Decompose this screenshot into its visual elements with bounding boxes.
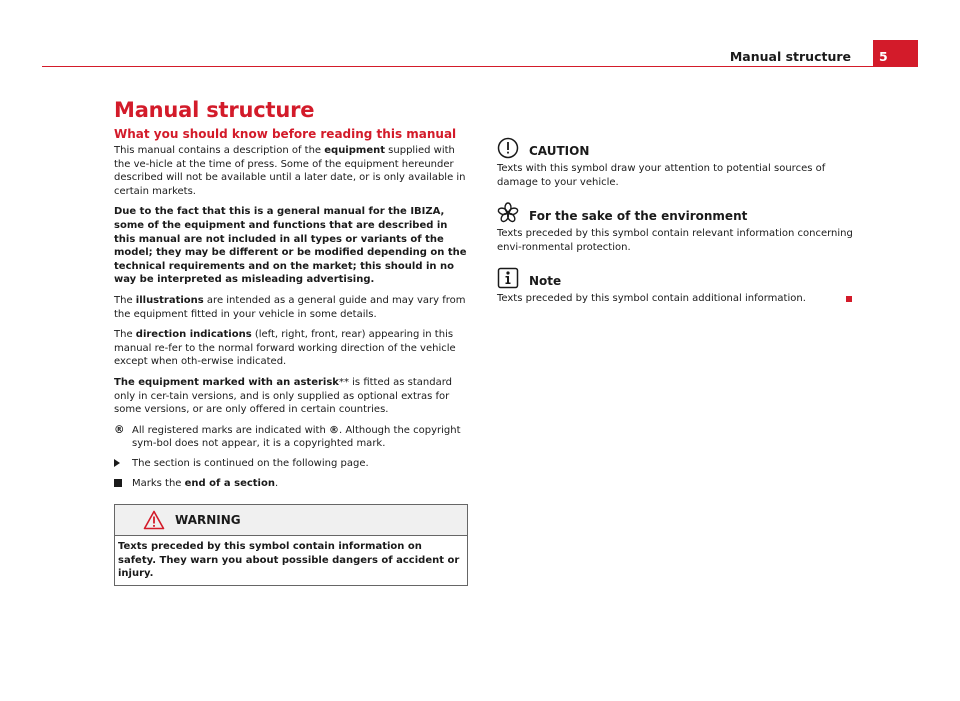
paragraph-equipment: This manual contains a description of the equipment supplied with the ve-hicle at the time of press. Some of the equipment hereunder described will not be available until a later date, or is only available in certain markets. [114, 145, 466, 197]
header-title: Manual structure [729, 49, 851, 64]
header-rule [42, 66, 918, 67]
page-number: 5 [873, 40, 918, 67]
note-block [497, 267, 862, 306]
section-subtitle: What you should know before reading this manual [114, 127, 457, 141]
warning-title: WARNING [175, 513, 241, 528]
paragraph-asterisk: The equipment marked with an asterisk** is fitted as standard only in cer-tain versions, and is only supplied as optional extras for some versions, or are only offered in certain countries. [114, 376, 453, 416]
registered-icon: ® [114, 423, 125, 436]
list-item-end-section [114, 477, 468, 492]
paragraph-general-manual: Due to the fact that this is a general manual for the IBIZA, some of the equipment and functions that are described in this manual are not included in all types or variants of the model; they may be different or be modified depending on the technical requirements and on the market; this should in no way be interpreted as misleading advertising. [114, 206, 467, 286]
environment-title: For the sake of the environment [529, 209, 748, 224]
right-column [497, 137, 862, 319]
environment-block [497, 202, 862, 254]
caution-title: CAUTION [529, 144, 590, 158]
end-section-square-icon [114, 479, 122, 487]
warning-box [114, 504, 468, 586]
list-item-registered [114, 424, 468, 451]
paragraph-illustrations: The illustrations are intended as a general guide and may vary from the equipment fitted in your vehicle in some details. [114, 294, 466, 320]
end-section-red-square-icon [846, 296, 852, 302]
warning-text: Texts preceded by this symbol contain information on safety. They warn you about possible dangers of accident or injury. [118, 541, 460, 580]
list-item-text: All registered marks are indicated with ®. Although the copyright sym-bol does not appear, it is a copyrighted mark. [132, 424, 461, 450]
environment-text: Texts preceded by this symbol contain relevant information concerning envi-ronmental protection. [497, 228, 853, 253]
left-column [114, 98, 468, 586]
caution-block [497, 137, 862, 189]
note-text: Texts preceded by this symbol contain additional information. [497, 293, 806, 305]
warning-triangle-icon [143, 510, 165, 530]
caution-text: Texts with this symbol draw your attention to potential sources of damage to your vehicle. [497, 163, 826, 188]
warning-header [115, 505, 467, 536]
list-item-text: Marks the end of a section. [132, 478, 279, 490]
note-title: Note [529, 274, 562, 289]
page-title: Manual structure [114, 98, 315, 122]
environment-flower-icon [497, 202, 519, 224]
list-item-text: The section is continued on the following page. [132, 457, 369, 469]
list-item-continued [114, 457, 468, 472]
note-info-icon [497, 267, 519, 289]
paragraph-direction: The direction indications (left, right, front, rear) appearing in this manual re-fer to the normal forward working direction of the vehicle except when oth-erwise indicated. [114, 329, 456, 368]
caution-icon [497, 137, 519, 159]
continue-triangle-icon [114, 459, 120, 467]
